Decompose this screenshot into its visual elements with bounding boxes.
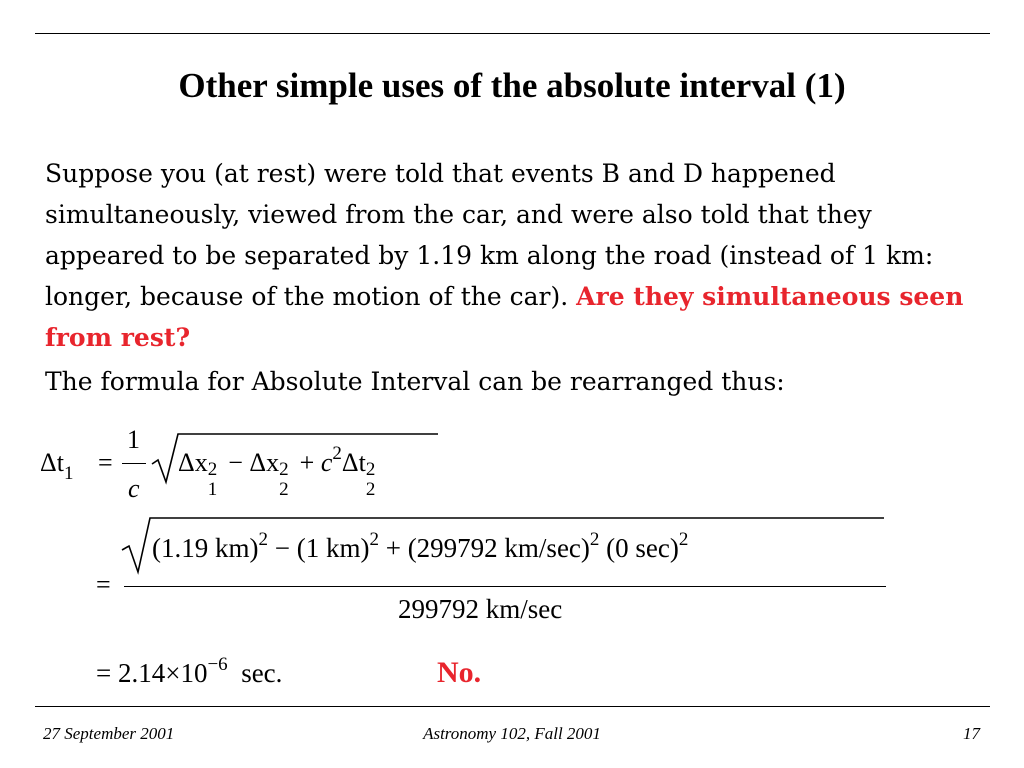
eq3-exponent: −6 bbox=[207, 654, 228, 675]
eq1-term-dt2-sup: 2 bbox=[365, 459, 376, 480]
top-rule bbox=[35, 33, 990, 34]
slide-body bbox=[45, 153, 995, 402]
paragraph-2: The formula for Absolute Interval can be rearranged thus: bbox=[45, 367, 785, 396]
footer-course: Astronomy 102, Fall 2001 bbox=[423, 724, 601, 743]
eq2-term-a-sup: 2 bbox=[258, 529, 268, 550]
paragraph-1 bbox=[45, 153, 995, 358]
eq2-equals: = bbox=[96, 570, 111, 599]
eq1-lhs bbox=[40, 448, 74, 484]
eq1-term-dx1-sup: 2 bbox=[207, 459, 218, 480]
eq1-term-dt2: Δt bbox=[341, 448, 366, 477]
eq1-frac-den: c bbox=[128, 474, 140, 503]
eq1-term-dt2-sub: 2 bbox=[365, 479, 376, 500]
eq1-frac-num: 1 bbox=[127, 425, 140, 454]
eq2-frac-bar bbox=[124, 586, 886, 587]
highlighted-question: Are they simultaneous seen from rest? bbox=[45, 282, 964, 352]
bottom-rule bbox=[35, 706, 990, 707]
eq3-unit: sec. bbox=[241, 658, 283, 688]
eq2-term-d-sup: 2 bbox=[678, 529, 689, 550]
eq1-minus: − bbox=[228, 448, 243, 477]
eq2-term-c-sup: 2 bbox=[589, 529, 600, 550]
eq1-frac-bar bbox=[122, 463, 146, 464]
eq1-term-c: c bbox=[320, 448, 333, 477]
slide-title: Other simple uses of the absolute interval (1) bbox=[178, 66, 846, 105]
eq2-term-a: (1.19 km) bbox=[152, 533, 259, 563]
eq1-term-dx1-sub: 1 bbox=[207, 479, 218, 500]
eq1-term-c-sup: 2 bbox=[332, 443, 342, 464]
eq1-term-dx1: Δx bbox=[178, 448, 208, 477]
paragraph-1-text: Suppose you (at rest) were told that events B and D happened simultaneously, viewed from the car, and were also told that they appeared to be separated by 1.19 km along the road (instead of 1 km: longer, because of the motion of the car). bbox=[45, 159, 934, 311]
eq1-radicand bbox=[178, 443, 380, 500]
eq2-term-d: (0 sec) bbox=[606, 533, 679, 563]
eq1-term-dx2: Δx bbox=[249, 448, 280, 477]
eq1-term-dx2-sup: 2 bbox=[279, 459, 289, 480]
equation-3 bbox=[96, 654, 283, 689]
eq2-minus: − bbox=[274, 533, 290, 563]
eq2-numerator bbox=[152, 529, 689, 564]
answer-no: No. bbox=[437, 656, 482, 689]
eq2-term-c: (299792 km/sec) bbox=[407, 533, 590, 563]
footer-date: 27 September 2001 bbox=[43, 724, 175, 743]
eq3-value: = 2.14×10 bbox=[96, 658, 208, 688]
eq2-term-b-sup: 2 bbox=[369, 529, 379, 550]
eq1-plus: + bbox=[299, 448, 315, 477]
eq1-lhs-subscript: 1 bbox=[63, 463, 74, 484]
eq1-equals: = bbox=[98, 448, 113, 477]
eq1-term-dx2-sub: 2 bbox=[279, 479, 289, 500]
eq2-denominator: 299792 km/sec bbox=[398, 594, 563, 624]
footer-page-number: 17 bbox=[963, 724, 980, 743]
eq2-term-b: (1 km) bbox=[296, 533, 370, 563]
eq1-lhs-symbol: Δt bbox=[40, 448, 64, 477]
eq2-plus: + bbox=[385, 533, 401, 563]
